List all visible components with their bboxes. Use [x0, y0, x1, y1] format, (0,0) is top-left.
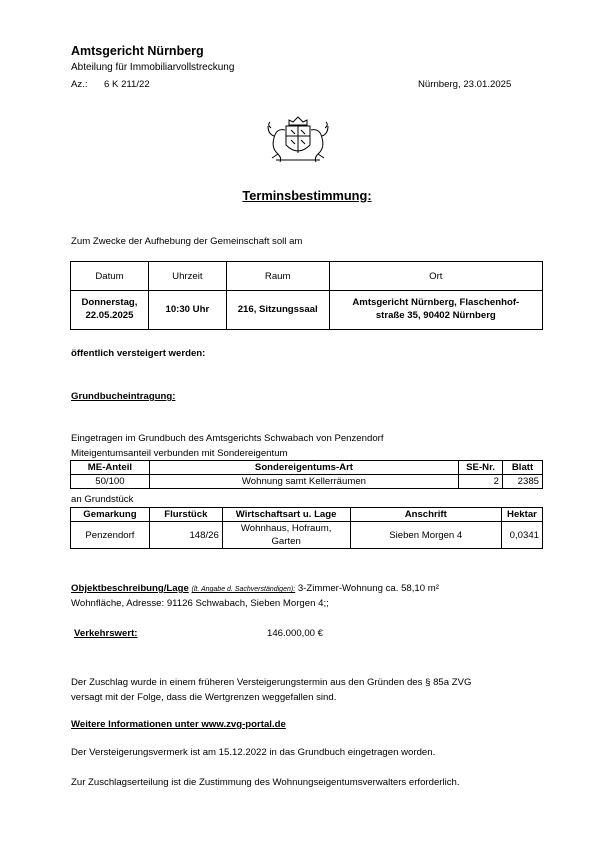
parcel-header-row — [71, 508, 543, 522]
appointment-room: 216, Sitzungssaal — [226, 291, 329, 330]
case-number-label: Az.: — [71, 79, 88, 90]
table-cell: 2385 — [503, 475, 543, 489]
court-department: Abteilung für Immobiliarvollstreckung — [71, 62, 235, 73]
table-row — [71, 475, 543, 489]
land-register-heading: Grundbucheintragung: — [71, 391, 176, 402]
column-header: Uhrzeit — [148, 262, 226, 291]
surcharge-text: Der Zuschlag wurde in einem früheren Versteigerungstermin aus den Gründen des § 85a ZVG — [71, 677, 472, 688]
market-value: 146.000,00 € — [267, 628, 324, 639]
register-line: Miteigentumsanteil verbunden mit Sondereigentum — [71, 448, 288, 459]
appointment-row — [71, 291, 543, 330]
table-cell: Wohnhaus, Hofraum, Garten — [222, 522, 350, 549]
table-row — [71, 522, 543, 549]
appointment-time: 10:30 Uhr — [148, 291, 226, 330]
column-header: ME-Anteil — [71, 461, 150, 475]
appointment-place: Amtsgericht Nürnberg, Flaschenhof- straße 35, 90402 Nürnberg — [329, 291, 542, 330]
object-text: 3-Zimmer-Wohnung ca. 58,10 m² — [297, 583, 439, 594]
object-note: (lt. Angabe d. Sachverständigen): — [191, 586, 296, 593]
table-cell: 2 — [459, 475, 503, 489]
parcel-table — [70, 507, 543, 549]
consent-note: Zur Zuschlagserteilung ist die Zustimmung des Wohnungseigentumsverwalters erforderlich. — [71, 777, 460, 788]
object-description — [71, 583, 439, 594]
column-header: Ort — [329, 262, 542, 291]
column-header: Raum — [226, 262, 329, 291]
table-cell: Penzendorf — [71, 522, 150, 549]
appointment-date: Donnerstag, 22.05.2025 — [71, 291, 149, 330]
appointment-header-row — [71, 262, 543, 291]
object-text-continued: Wohnfläche, Adresse: 91126 Schwabach, Sieben Morgen 4;; — [71, 598, 329, 609]
table-cell: Sieben Morgen 4 — [350, 522, 501, 549]
more-info-link[interactable]: Weitere Informationen unter www.zvg-portal.de — [71, 719, 286, 730]
intro-text: Zum Zwecke der Aufhebung der Gemeinschaft soll am — [71, 236, 303, 247]
parcel-label: an Grundstück — [71, 494, 134, 505]
column-header: Gemarkung — [71, 508, 150, 522]
bavarian-coat-of-arms-icon — [262, 112, 334, 166]
surcharge-text: versagt mit der Folge, dass die Wertgrenzen weggefallen sind. — [71, 692, 337, 703]
court-name: Amtsgericht Nürnberg — [71, 44, 204, 58]
auction-note: Der Versteigerungsvermerk ist am 15.12.2022 in das Grundbuch eingetragen worden. — [71, 747, 436, 758]
column-header: Flurstück — [149, 508, 222, 522]
case-number: 6 K 211/22 — [104, 79, 150, 90]
column-header: Hektar — [501, 508, 542, 522]
object-label: Objektbeschreibung/Lage — [71, 583, 189, 594]
place-date: Nürnberg, 23.01.2025 — [418, 79, 512, 90]
ownership-table — [70, 460, 543, 489]
table-cell: 50/100 — [71, 475, 150, 489]
column-header: SE-Nr. — [459, 461, 503, 475]
page-title: Terminsbestimmung: — [242, 188, 372, 203]
appointment-table — [70, 261, 543, 330]
auction-text: öffentlich versteigert werden: — [71, 348, 206, 359]
column-header: Blatt — [503, 461, 543, 475]
ownership-header-row — [71, 461, 543, 475]
register-line: Eingetragen im Grundbuch des Amtsgerichts Schwabach von Penzendorf — [71, 433, 384, 444]
table-cell: Wohnung samt Kellerräumen — [149, 475, 458, 489]
column-header: Anschrift — [350, 508, 501, 522]
column-header: Datum — [71, 262, 149, 291]
column-header: Sondereigentums-Art — [149, 461, 458, 475]
table-cell: 148/26 — [149, 522, 222, 549]
table-cell: 0,0341 — [501, 522, 542, 549]
column-header: Wirtschaftsart u. Lage — [222, 508, 350, 522]
market-value-label: Verkehrswert: — [74, 628, 138, 639]
